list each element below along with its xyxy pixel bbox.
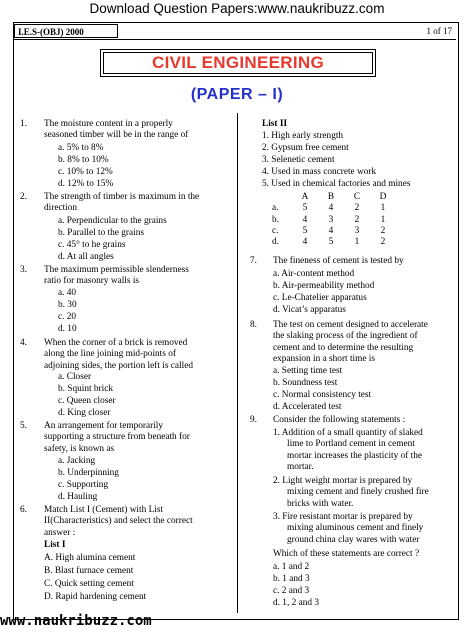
option-c: c. Le-Chatelier apparatus xyxy=(273,293,367,303)
match-row xyxy=(272,215,396,226)
option-a: a. 1 and 2 xyxy=(273,562,310,572)
option-b: b. 30 xyxy=(58,300,77,310)
question-number: 1. xyxy=(20,119,27,129)
question-number: 8. xyxy=(250,320,257,330)
paper-title: (PAPER – I) xyxy=(190,86,284,103)
list-ii-item: 3. Selenetic cement xyxy=(262,155,335,165)
option-c: c. Supporting xyxy=(58,480,109,490)
match-row xyxy=(272,226,396,237)
option-c: c. Queen closer xyxy=(58,396,116,406)
match-col-head: A xyxy=(301,192,309,202)
match-cell: 4 xyxy=(302,214,308,225)
list-ii-item: 4. Used in mass concrete work xyxy=(262,167,377,177)
option-b: b. Parallel to the grains xyxy=(58,228,144,238)
match-row-label: b. xyxy=(272,214,279,225)
option-a: a. Closer xyxy=(58,372,92,382)
option-a: a. 40 xyxy=(58,288,77,298)
question-text: Match List I (Cement) with List II(Characteristics) and select the correct answer : xyxy=(44,505,193,538)
match-cell: 1 xyxy=(354,237,360,248)
match-cell: 2 xyxy=(354,203,360,214)
option-b: b. Air-permeability method xyxy=(273,281,375,291)
header-rule xyxy=(14,39,456,40)
statement-2: 2. Light weight mortar is prepared by mixing cement and finely crushed fire bricks with water. xyxy=(273,476,429,509)
question-number: 5. xyxy=(20,421,27,431)
question-number: 4. xyxy=(20,338,27,348)
option-d: d. Accelerated test xyxy=(273,402,342,412)
exam-tag: I.E.S-(OBJ) 2000 xyxy=(14,24,118,38)
list-ii-item: 5. Used in chemical factories and mines xyxy=(262,179,411,189)
option-d: d. 12% to 15% xyxy=(58,179,114,189)
match-cell: 4 xyxy=(328,203,334,214)
option-a: a. Perpendicular to the grains xyxy=(58,216,167,226)
match-cell: 3 xyxy=(328,214,334,225)
statement-3: 3. Fire resistant mortar is prepared by mixing aluminous cement and finely ground china clay wares with water xyxy=(273,512,424,545)
option-c: c. Normal consistency test xyxy=(273,390,372,400)
match-cell: 2 xyxy=(354,214,360,225)
option-d: d. 10 xyxy=(58,324,77,334)
option-d: d. Hauling xyxy=(58,492,98,502)
option-a: a. Setting time test xyxy=(273,366,343,376)
match-row-label: d. xyxy=(272,237,279,248)
option-c: c. 45° to he grains xyxy=(58,240,126,250)
page-indicator: 1 of 17 xyxy=(426,26,452,36)
footer-url-link[interactable]: www.naukribuzz.com xyxy=(0,613,152,629)
question-text: The fineness of cement is tested by xyxy=(273,256,404,266)
match-answer-table xyxy=(272,192,396,248)
option-d: d. 1, 2 and 3 xyxy=(273,598,319,608)
question-number: 9. xyxy=(250,415,257,425)
list-i-item: C. Quick setting cement xyxy=(44,579,134,589)
option-a: a. Jacking xyxy=(58,456,96,466)
option-c: c. 2 and 3 xyxy=(273,586,310,596)
match-cell: 2 xyxy=(380,225,386,236)
match-row-label: a. xyxy=(272,203,279,214)
question-number: 2. xyxy=(20,192,27,202)
question-text: An arrangement for temporarily supporting a structure from beneath for safety, is known as xyxy=(44,421,190,454)
match-col-head: D xyxy=(379,192,387,202)
question-number: 3. xyxy=(20,265,27,275)
option-d: d. At all angles xyxy=(58,252,114,262)
match-cell: 4 xyxy=(328,225,334,236)
option-b: b. Underpinning xyxy=(58,468,119,478)
list-i-item: B. Blast furnace cement xyxy=(44,566,134,576)
question-text: The test on cement designed to accelerate the slaking process of the ingredient of cement and to determine the resulting expansion in a short time is xyxy=(273,320,428,364)
list-i-item: D. Rapid hardening cement xyxy=(44,592,147,602)
question-number: 6. xyxy=(20,505,27,515)
question-text: The strength of timber is maximum in the direction xyxy=(44,192,200,214)
option-a: a. 5% to 8% xyxy=(58,143,104,153)
option-b: b. Soundness test xyxy=(273,378,338,388)
option-b: b. 1 and 3 xyxy=(273,574,310,584)
download-header-link[interactable]: Download Question Papers:www.naukribuzz.com xyxy=(89,1,385,16)
match-cell: 5 xyxy=(328,237,334,248)
match-cell: 2 xyxy=(380,237,386,248)
question-text: The moisture content in a properly seasoned timber will be in the range of xyxy=(44,119,189,141)
match-row-label: c. xyxy=(272,225,279,236)
list-i-item: A. High alumina cement xyxy=(44,553,136,563)
question-text: When the corner of a brick is removed along the line joining mid-points of adjoining sides, the portion left is called xyxy=(44,338,193,371)
match-row xyxy=(272,237,396,248)
option-c: c. 20 xyxy=(58,312,77,322)
statement-1: 1. Addition of a small quantity of slaked lime to Portland cement in cement mortar increases the plasticity of the mortar. xyxy=(273,428,423,472)
subject-title: CIVIL ENGINEERING xyxy=(103,52,373,74)
option-c: c. 10% to 12% xyxy=(58,167,113,177)
option-b: b. 8% to 10% xyxy=(58,155,109,165)
option-b: b. Squint brick xyxy=(58,384,114,394)
match-col-head: B xyxy=(327,192,335,202)
list-ii-heading: List II xyxy=(262,119,288,129)
match-cell: 5 xyxy=(302,203,308,214)
match-row xyxy=(272,203,396,214)
option-a: a. Air-content method xyxy=(273,269,355,279)
list-i-heading: List I xyxy=(44,540,66,550)
question-text: Consider the following statements : xyxy=(273,415,406,425)
match-cell: 5 xyxy=(302,225,308,236)
question-prompt: Which of these statements are correct ? xyxy=(273,549,420,559)
list-ii-item: 1. High early strength xyxy=(262,131,344,141)
option-d: d. Vicat’s apparatus xyxy=(273,305,346,315)
match-cell: 3 xyxy=(354,225,360,236)
match-col-head: C xyxy=(353,192,361,202)
option-d: d. King closer xyxy=(58,408,111,418)
match-cell: 1 xyxy=(380,203,386,214)
list-ii-item: 2. Gypsum free cement xyxy=(262,143,349,153)
column-divider xyxy=(237,113,238,613)
match-cell: 4 xyxy=(302,237,308,248)
match-cell: 1 xyxy=(380,214,386,225)
question-number: 7. xyxy=(250,256,257,266)
question-text: The maximum permissible slenderness ratio for masonry walls is xyxy=(44,265,189,287)
